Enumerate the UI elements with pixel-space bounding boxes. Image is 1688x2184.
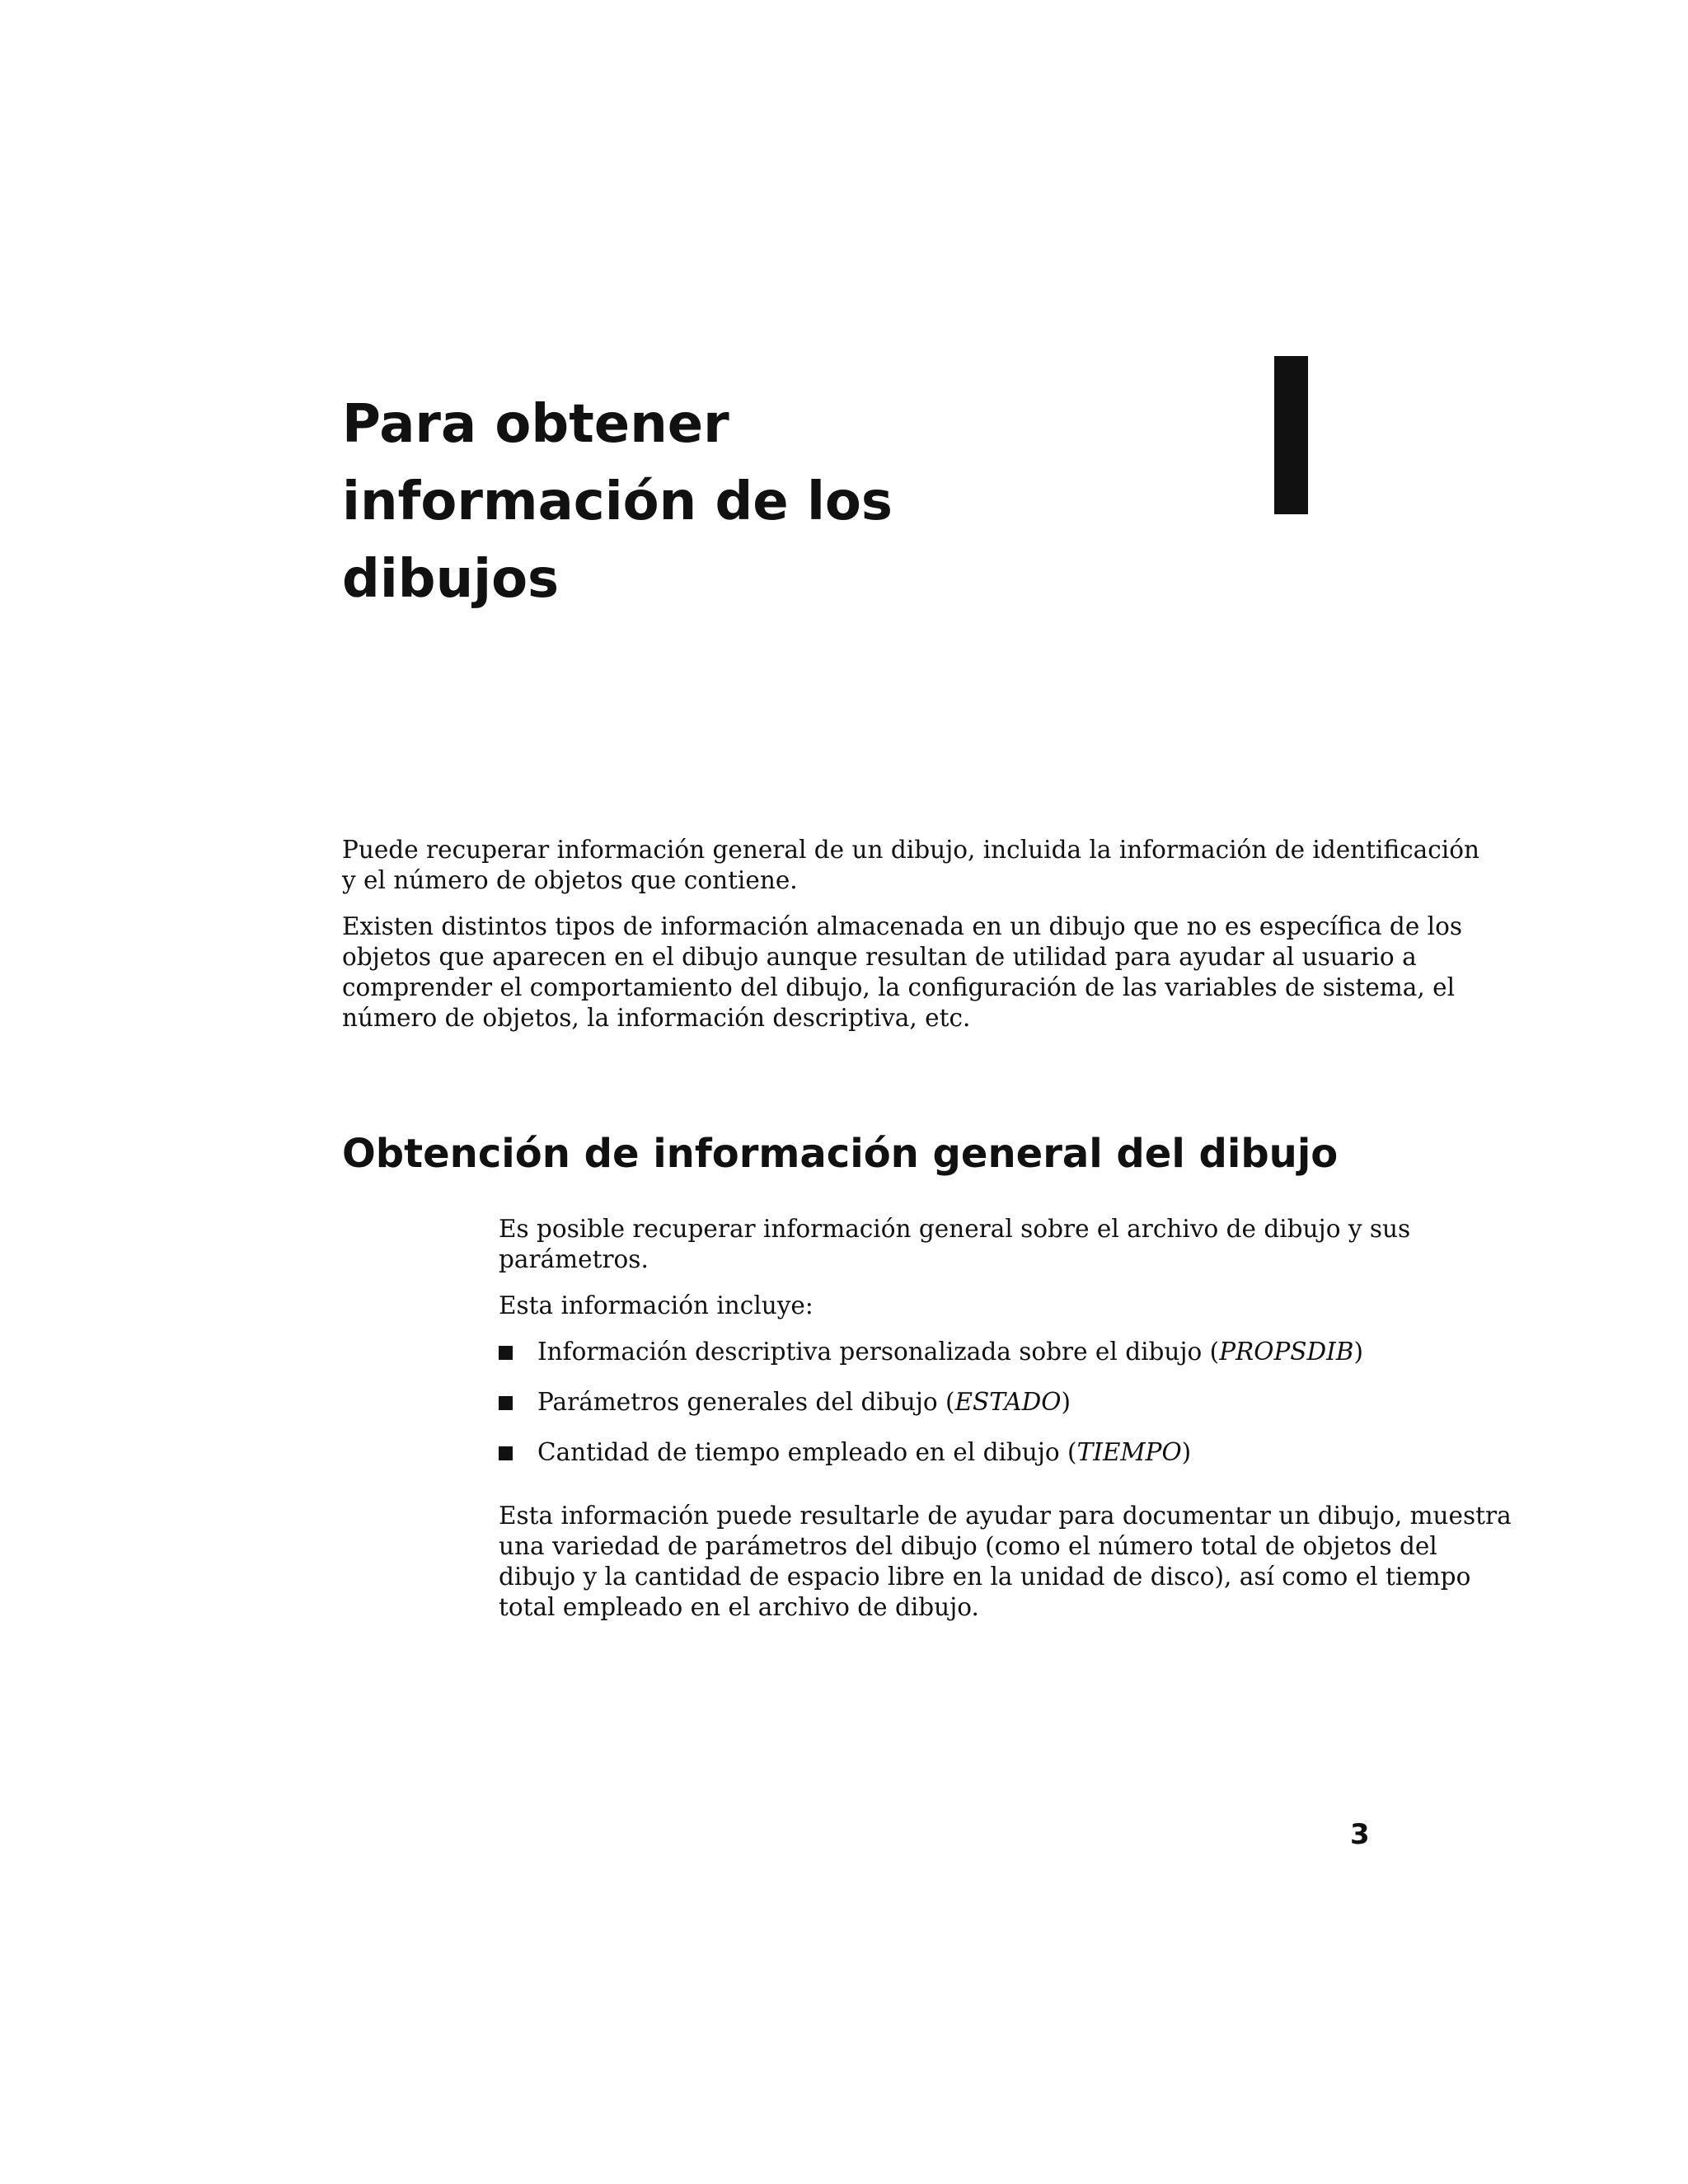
command-name: TIEMPO (1076, 1438, 1182, 1466)
square-bullet-icon (499, 1396, 513, 1410)
intro-paragraph (342, 912, 1462, 1033)
page-number: 3 (1350, 1818, 1370, 1851)
chapter-intro (342, 835, 1479, 1049)
text-line: Es posible recuperar información general sobre el archivo de dibujo y sus (499, 1215, 1411, 1243)
intro-paragraph (342, 835, 1479, 896)
chapter-title-line: información de los (342, 471, 893, 532)
text-line: Esta información puede resultarle de ayudar para documentar un dibujo, muestra (499, 1502, 1512, 1530)
command-name: ESTADO (954, 1388, 1062, 1416)
text-line: Existen distintos tipos de información almacenada en un dibujo que no es específica de los (342, 912, 1462, 940)
section-paragraph (499, 1501, 1512, 1623)
command-name: PROPSDIB (1219, 1338, 1354, 1366)
section-body (499, 1214, 1512, 1638)
text-line: y el número de objetos que contiene. (342, 866, 798, 894)
chapter-title (342, 386, 1084, 618)
list-item: Cantidad de tiempo empleado en el dibujo (TIEMPO) (499, 1437, 1422, 1468)
square-bullet-icon (499, 1346, 513, 1360)
chapter-number-tab (1274, 356, 1308, 514)
section-paragraph (499, 1214, 1422, 1275)
text-line: parámetros. (499, 1245, 649, 1273)
text-line: comprender el comportamiento del dibujo, la configuración de las variables de sistema, el (342, 973, 1456, 1001)
text-line: objetos que aparecen en el dibujo aunque resultan de utilidad para ayudar al usuario a (342, 943, 1417, 971)
section-paragraph: Esta información incluye: (499, 1291, 814, 1319)
bullet-list (499, 1337, 1422, 1468)
chapter-title-line: Para obtener (342, 394, 729, 455)
section-title: Obtención de información general del dibujo (342, 1131, 1339, 1177)
text-line: Puede recuperar información general de un dibujo, incluida la información de identificación (342, 836, 1479, 864)
square-bullet-icon (499, 1446, 513, 1460)
list-item: Parámetros generales del dibujo (ESTADO) (499, 1387, 1422, 1418)
chapter-title-line: dibujos (342, 549, 560, 610)
list-item: Información descriptiva personalizada sobre el dibujo (PROPSDIB) (499, 1337, 1422, 1367)
text-line: una variedad de parámetros del dibujo (como el número total de objetos del (499, 1532, 1437, 1560)
text-line: número de objetos, la información descriptiva, etc. (342, 1004, 971, 1032)
text-line: total empleado en el archivo de dibujo. (499, 1593, 979, 1621)
text-line: dibujo y la cantidad de espacio libre en la unidad de disco), así como el tiempo (499, 1563, 1471, 1591)
